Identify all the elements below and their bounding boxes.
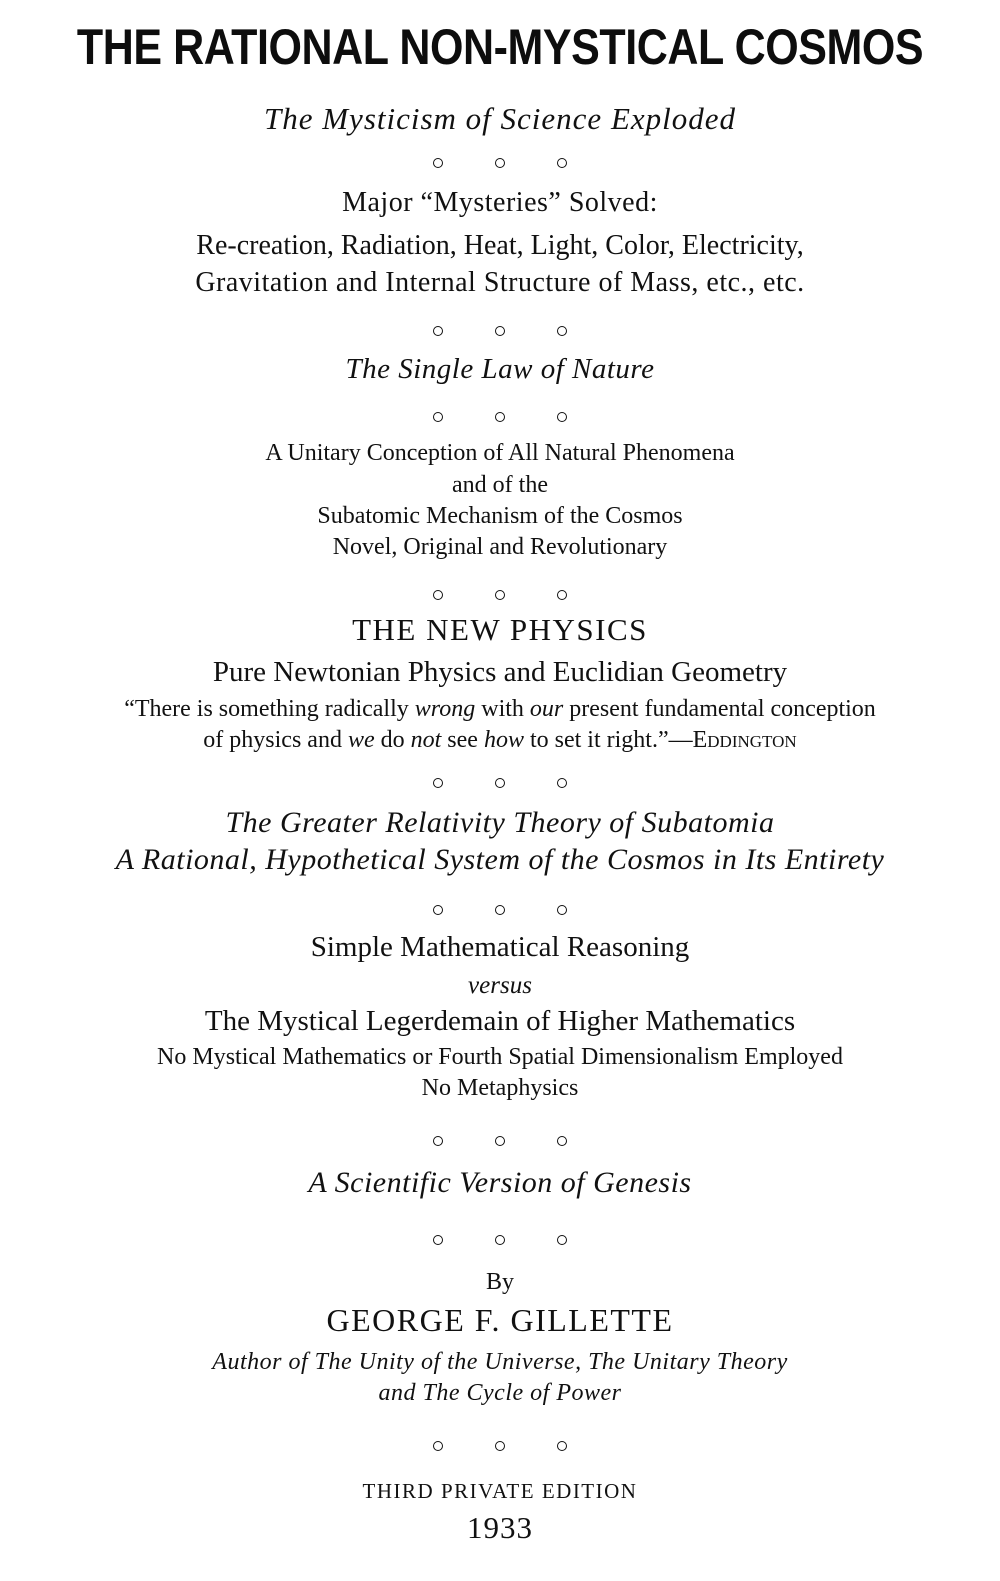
mysteries-line-1: Re-creation, Radiation, Heat, Light, Color, Electricity, — [196, 230, 804, 261]
separator-5 — [0, 775, 1000, 787]
circle-ornament-icon — [495, 158, 505, 168]
circle-ornament-icon — [557, 905, 567, 915]
quote-text: present fundamental conception — [563, 696, 876, 722]
author-credits-line-1: Author of The Unity of the Universe, The Unitary Theory — [212, 1349, 788, 1375]
circle-ornament-icon — [557, 1441, 567, 1451]
book-title: THE RATIONAL NON-MYSTICAL COSMOS — [76, 19, 924, 75]
unitary-line-3: Subatomic Mechanism of the Cosmos — [317, 503, 683, 529]
circle-ornament-icon — [495, 326, 505, 336]
circle-ornament-icon — [557, 778, 567, 788]
quote-text: “There is something radically — [124, 696, 415, 722]
mysteries-heading: Major “Mysteries” Solved: — [342, 187, 658, 218]
unitary-line-1: A Unitary Conception of All Natural Phenomena — [265, 440, 735, 466]
circle-ornament-icon — [433, 1235, 443, 1245]
circle-ornament-icon — [433, 326, 443, 336]
quote-emphasis: how — [483, 727, 524, 753]
circle-ornament-icon — [557, 1235, 567, 1245]
mathematics-line-2: versus — [468, 972, 532, 999]
circle-ornament-icon — [433, 778, 443, 788]
eddington-quote-line-1 — [0, 697, 1000, 721]
unitary-line-4: Novel, Original and Revolutionary — [332, 534, 668, 560]
circle-ornament-icon — [433, 412, 443, 422]
quote-text: to set it right.”— — [523, 727, 693, 753]
separator-6 — [0, 902, 1000, 914]
new-physics-heading: THE NEW PHYSICS — [352, 612, 648, 647]
quote-text: do — [374, 727, 411, 753]
author-name: GEORGE F. GILLETTE — [326, 1302, 674, 1338]
quote-emphasis: not — [410, 727, 442, 753]
circle-ornament-icon — [433, 158, 443, 168]
quote-text: see — [441, 727, 484, 753]
circle-ornament-icon — [433, 590, 443, 600]
circle-ornament-icon — [557, 158, 567, 168]
quote-text: with — [475, 696, 530, 722]
quote-author: Eddington — [692, 727, 797, 753]
circle-ornament-icon — [495, 905, 505, 915]
circle-ornament-icon — [495, 1441, 505, 1451]
separator-9 — [0, 1438, 1000, 1450]
edition-label: THIRD PRIVATE EDITION — [362, 1479, 638, 1503]
separator-8 — [0, 1232, 1000, 1244]
separator-4 — [0, 587, 1000, 599]
circle-ornament-icon — [433, 1136, 443, 1146]
separator-1 — [0, 155, 1000, 167]
relativity-line-2: A Rational, Hypothetical System of the Cosmos in Its Entirety — [115, 843, 885, 876]
mathematics-line-5: No Metaphysics — [421, 1075, 579, 1101]
single-law: The Single Law of Nature — [345, 353, 655, 385]
by-label: By — [485, 1269, 514, 1295]
circle-ornament-icon — [433, 1441, 443, 1451]
separator-7 — [0, 1133, 1000, 1145]
quote-text: of physics and — [203, 727, 348, 753]
quote-emphasis: wrong — [414, 696, 476, 722]
circle-ornament-icon — [495, 590, 505, 600]
mysteries-line-2: Gravitation and Internal Structure of Mass, etc., etc. — [195, 267, 805, 298]
mathematics-line-1: Simple Mathematical Reasoning — [310, 931, 690, 963]
mathematics-line-3: The Mystical Legerdemain of Higher Mathematics — [204, 1005, 796, 1037]
relativity-line-1: The Greater Relativity Theory of Subatomia — [225, 806, 775, 839]
separator-3 — [0, 409, 1000, 421]
circle-ornament-icon — [557, 412, 567, 422]
eddington-quote-line-2 — [0, 728, 1000, 752]
circle-ornament-icon — [557, 590, 567, 600]
unitary-line-2: and of the — [452, 472, 548, 498]
circle-ornament-icon — [557, 1136, 567, 1146]
book-subtitle: The Mysticism of Science Exploded — [263, 101, 737, 136]
quote-emphasis: we — [347, 727, 375, 753]
new-physics-line-1: Pure Newtonian Physics and Euclidian Geometry — [212, 656, 788, 688]
circle-ornament-icon — [557, 326, 567, 336]
genesis-line: A Scientific Version of Genesis — [308, 1166, 692, 1199]
circle-ornament-icon — [495, 1136, 505, 1146]
circle-ornament-icon — [433, 905, 443, 915]
circle-ornament-icon — [495, 1235, 505, 1245]
edition-year: 1933 — [467, 1510, 533, 1545]
separator-2 — [0, 323, 1000, 335]
circle-ornament-icon — [495, 778, 505, 788]
mathematics-line-4: No Mystical Mathematics or Fourth Spatial Dimensionalism Employed — [157, 1044, 843, 1070]
author-credits-line-2: and The Cycle of Power — [378, 1380, 622, 1406]
circle-ornament-icon — [495, 412, 505, 422]
quote-emphasis: our — [529, 696, 564, 722]
